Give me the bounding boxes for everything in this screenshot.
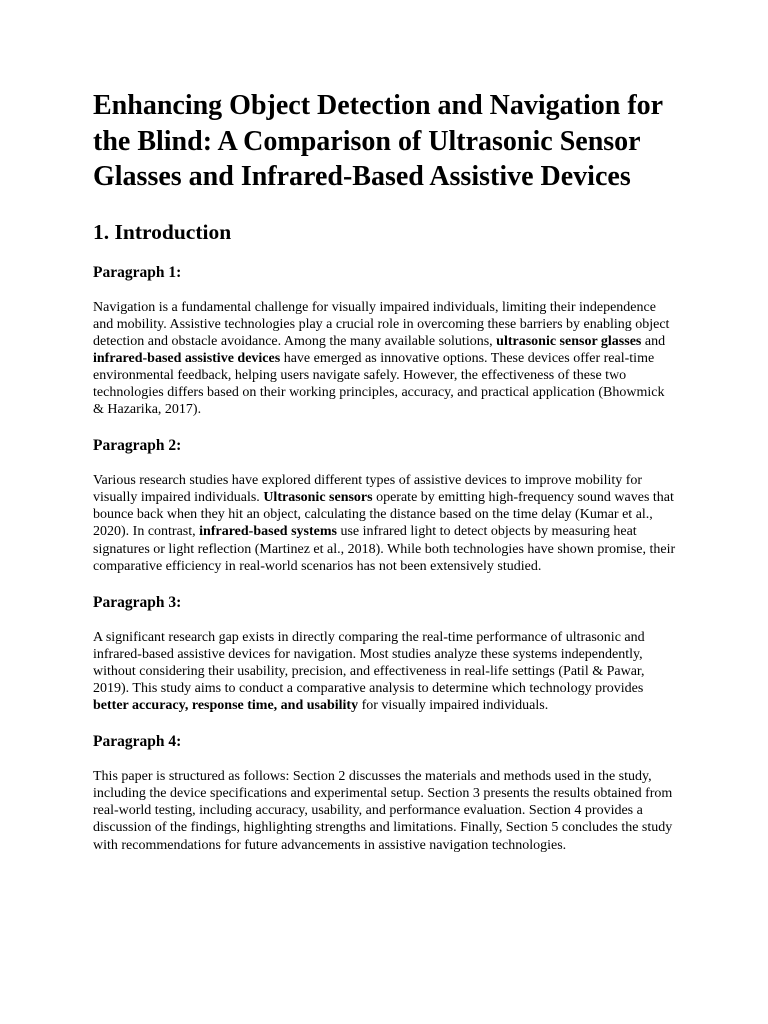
bold-term: better accuracy, response time, and usability	[93, 698, 359, 714]
paragraph-text: Various research studies have explored different types of assistive devices to improve mobility for visually impaired individuals.	[93, 473, 643, 506]
paragraph-body	[93, 629, 676, 714]
paragraph-label: Paragraph 3:	[93, 593, 182, 611]
paragraph-label: Paragraph 4:	[93, 733, 182, 751]
paragraph-text: operate by emitting high-frequency sound waves that bounce back when they hit an object, calculating the distance based on the time delay (Kumar et al., 2020). In contrast,	[93, 490, 674, 540]
paragraph-label: Paragraph 2:	[93, 437, 182, 455]
paragraph-text: and	[641, 333, 666, 349]
paragraph-body	[93, 299, 676, 419]
paragraph-text: use infrared light to detect objects by measuring heat signatures or light reflection (Martinez et al., 2018). While both technologies have shown promise, their comparative efficiency in real-world scenarios has not been extensively studied.	[93, 524, 676, 574]
paragraph-label: Paragraph 1:	[93, 263, 182, 281]
section-heading-introduction: 1. Introduction	[93, 219, 232, 244]
paragraph-body	[93, 472, 676, 575]
bold-term: infrared-based systems	[199, 524, 337, 540]
bold-term: Ultrasonic sensors	[263, 490, 373, 506]
document-title: Enhancing Object Detection and Navigation for the Blind: A Comparison of Ultrasonic Sensor Glasses and Infrared-Based Assistive Devices	[93, 90, 663, 192]
paragraph-body	[93, 768, 676, 853]
bold-term: ultrasonic sensor glasses	[496, 333, 642, 349]
paragraph-text: A significant research gap exists in directly comparing the real-time performance of ultrasonic and infrared-based assistive devices for navigation. Most studies analyze these systems independently, without considering their usability, precision, and effectiveness in real-life settings (Patil & Pawar, 2019). This study aims to conduct a comparative analysis to determine which technology provides	[93, 629, 645, 696]
paragraph-text: This paper is structured as follows: Section 2 discusses the materials and methods used in the study, including the device specifications and experimental setup. Section 3 presents the results obtained from real-world testing, including accuracy, usability, and performance evaluation. Section 4 provides a discussion of the findings, highlighting strengths and limitations. Finally, Section 5 concludes the study with recommendations for future advancements in assistive navigation technologies.	[93, 769, 673, 853]
bold-term: infrared-based assistive devices	[93, 350, 281, 366]
paragraph-text: have emerged as innovative options. These devices offer real-time environmental feedback, helping users navigate safely. However, the effectiveness of these two technologies differs based on their working principles, accuracy, and practical application (Bhowmick & Hazarika, 2017).	[93, 350, 665, 418]
paragraph-text: Navigation is a fundamental challenge for visually impaired individuals, limiting their independence and mobility. Assistive technologies play a crucial role in overcoming these barriers by enabling object detection and obstacle avoidance. Among the many available solutions,	[93, 299, 670, 349]
paragraph-text: for visually impaired individuals.	[358, 698, 549, 714]
